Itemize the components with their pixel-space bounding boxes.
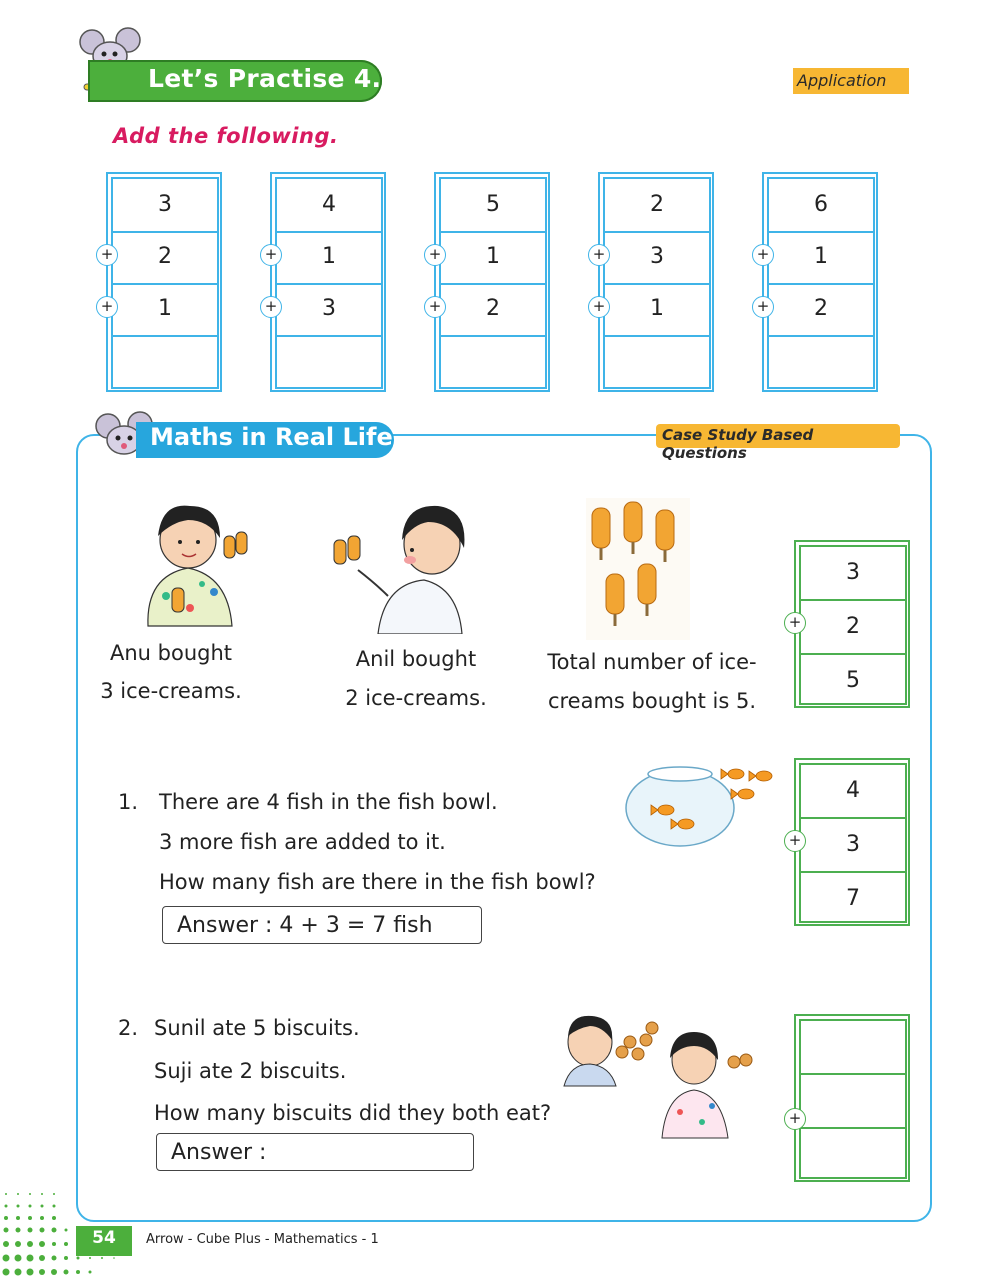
plus-icon: + [588, 244, 610, 266]
addend-cell: 3 [113, 179, 217, 233]
q1-line2: 3 more fish are added to it. [159, 830, 446, 854]
sum-cell: 7 [846, 886, 860, 911]
practice-addition-box [592, 172, 714, 392]
example-addition-box [788, 540, 910, 708]
answer-cell[interactable] [441, 335, 545, 387]
section-title: Let’s Practise 4.5 [148, 64, 400, 93]
anil-caption-line2: 2 ice-creams. [345, 686, 487, 710]
anil-caption-line1: Anil bought [355, 647, 477, 671]
plus-icon: + [260, 244, 282, 266]
addend-cell: 1 [769, 231, 873, 285]
addend-cell[interactable] [801, 1021, 905, 1075]
plus-icon: + [588, 296, 610, 318]
answer-cell[interactable] [769, 335, 873, 387]
addend-cell: 3 [801, 547, 905, 601]
addend-cell: 1 [605, 283, 709, 337]
q1-answer-box[interactable]: Answer : 4 + 3 = 7 fish [162, 906, 482, 944]
plus-icon: + [784, 1108, 806, 1130]
five-ice-creams-illustration [586, 498, 690, 640]
sum-cell[interactable] [801, 1129, 905, 1181]
q1-addition-box [788, 758, 910, 926]
plus-icon: + [752, 296, 774, 318]
q2-line3: How many biscuits did they both eat? [154, 1101, 552, 1125]
q1-line1: There are 4 fish in the fish bowl. [159, 790, 498, 814]
practice-addition-box [264, 172, 386, 392]
plus-icon: + [96, 296, 118, 318]
q2-number: 2. [118, 1016, 139, 1040]
plus-icon: + [424, 296, 446, 318]
addend-cell: 3 [605, 231, 709, 285]
q2-line2: Suji ate 2 biscuits. [154, 1059, 347, 1083]
book-title-footer: Arrow - Cube Plus - Mathematics - 1 [146, 1232, 379, 1247]
q1-number: 1. [118, 790, 139, 814]
fish-bowl-illustration [624, 762, 790, 848]
plus-icon: + [96, 244, 118, 266]
addend-cell: 2 [801, 601, 905, 655]
addend-cell[interactable] [801, 1075, 905, 1129]
total-caption-line1: Total number of ice- [547, 650, 757, 674]
addend-cell: 2 [441, 283, 545, 337]
answer-cell[interactable] [605, 335, 709, 387]
real-life-title: Maths in Real Life [150, 423, 393, 451]
children-biscuits-illustration [556, 1002, 756, 1142]
practice-addition-box [428, 172, 550, 392]
plus-icon: + [784, 612, 806, 634]
boy-ice-cream-illustration [328, 500, 468, 634]
application-tag-label: Application [797, 71, 887, 90]
q2-answer-box[interactable]: Answer : [156, 1133, 474, 1171]
page-number: 54 [92, 1228, 116, 1248]
plus-icon: + [752, 244, 774, 266]
addend-cell: 2 [769, 283, 873, 337]
addend-cell: 6 [769, 179, 873, 233]
girl-ice-cream-illustration [128, 496, 256, 628]
total-caption-line2: creams bought is 5. [547, 689, 757, 713]
addend-cell: 3 [277, 283, 381, 337]
q2-addition-box [788, 1014, 910, 1182]
plus-icon: + [260, 296, 282, 318]
case-study-tag-label: Case Study Based Questions [662, 426, 814, 462]
addend-cell: 3 [801, 819, 905, 873]
answer-cell[interactable] [113, 335, 217, 387]
q1-line3: How many fish are there in the fish bowl? [159, 870, 596, 894]
addend-cell: 5 [441, 179, 545, 233]
anu-caption-line1: Anu bought [109, 641, 233, 665]
practice-addition-box [756, 172, 878, 392]
sum-cell: 5 [846, 668, 860, 693]
application-tag [793, 68, 909, 94]
addend-cell: 1 [441, 231, 545, 285]
addend-cell: 4 [801, 765, 905, 819]
practice-addition-box [100, 172, 222, 392]
anu-caption-line2: 3 ice-creams. [100, 679, 242, 703]
addend-cell: 2 [605, 179, 709, 233]
case-study-tag [656, 424, 900, 462]
answer-cell[interactable] [277, 335, 381, 387]
plus-icon: + [424, 244, 446, 266]
addend-cell: 2 [113, 231, 217, 285]
q2-line1: Sunil ate 5 biscuits. [154, 1016, 360, 1040]
addend-cell: 1 [277, 231, 381, 285]
instruction-text: Add the following. [113, 124, 339, 148]
plus-icon: + [784, 830, 806, 852]
addend-cell: 1 [113, 283, 217, 337]
addend-cell: 4 [277, 179, 381, 233]
